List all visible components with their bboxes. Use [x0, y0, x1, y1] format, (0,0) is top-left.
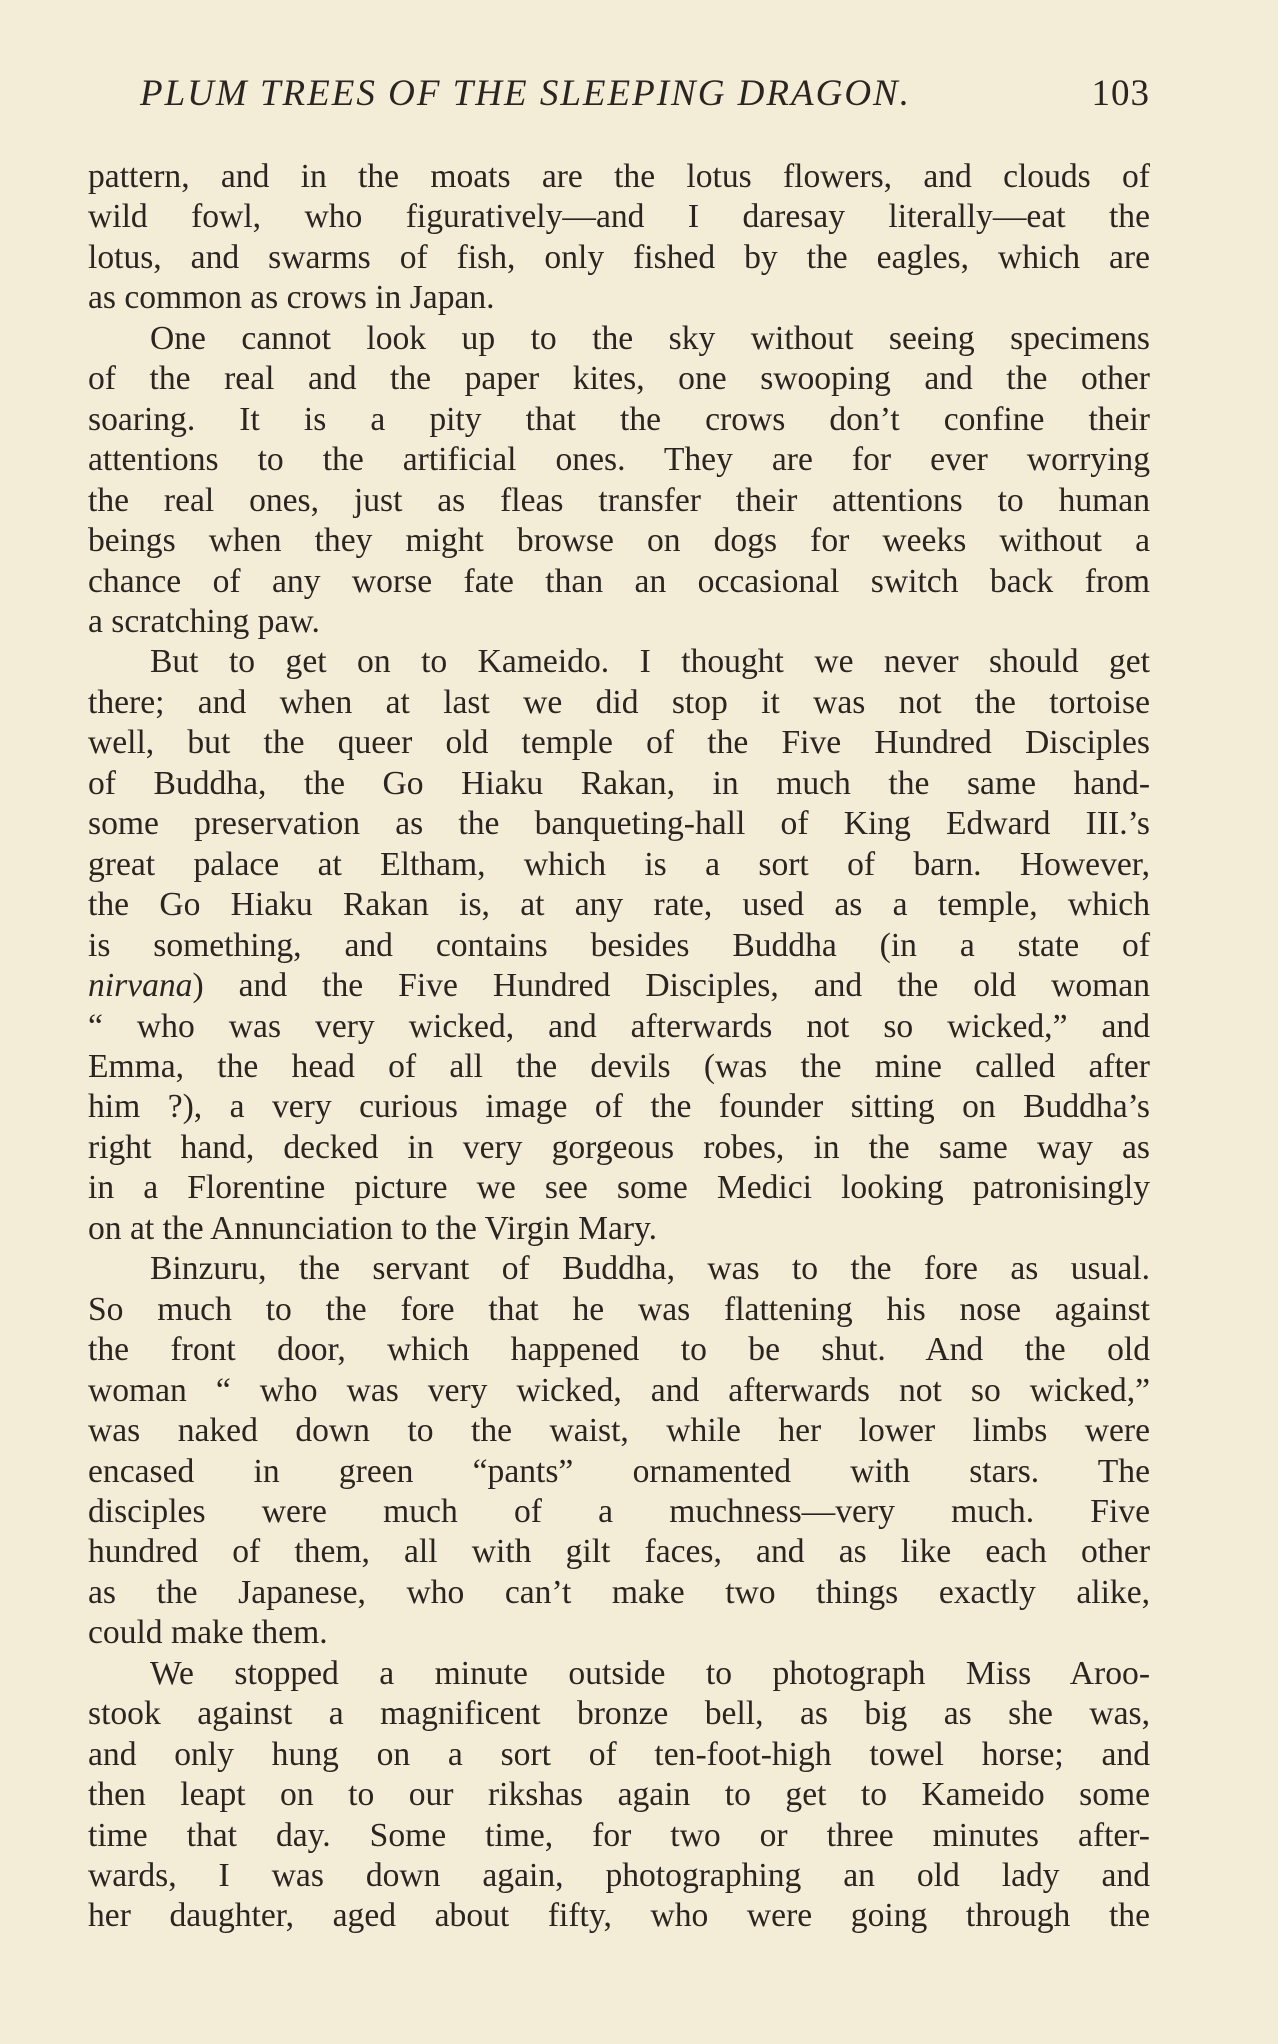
- text-line: pattern, and in the moats are the lotus flowers, and clouds of: [88, 158, 1150, 195]
- text-line: on at the Annunciation to the Virgin Mary.: [88, 1209, 658, 1247]
- running-title: PLUM TREES OF THE SLEEPING DRAGON.: [140, 73, 911, 114]
- text-line: is something, and contains besides Buddha (in a state of: [88, 926, 1150, 964]
- text-line: wards, I was down again, photographing an old lady and: [88, 1857, 1150, 1895]
- paragraph: [88, 1249, 1150, 1654]
- text-line: her daughter, aged about fifty, who were going through the: [88, 1897, 1150, 1935]
- text-line: great palace at Eltham, which is a sort of barn. However,: [88, 845, 1150, 883]
- text-line: could make them.: [88, 1614, 328, 1652]
- text-line: lotus, and swarms of fish, only fished by the eagles, which are: [88, 238, 1150, 276]
- text-line: the front door, which happened to be shut. And the old: [88, 1331, 1150, 1369]
- text-line: time that day. Some time, for two or three minutes after-: [88, 1816, 1150, 1854]
- text-line: as common as crows in Japan.: [88, 279, 495, 317]
- paragraph: [88, 319, 1150, 643]
- text-line: disciples were much of a muchness—very much. Five: [88, 1492, 1150, 1530]
- text-line: hundred of them, all with gilt faces, and as like each other: [88, 1533, 1150, 1571]
- text-line: then leapt on to our rikshas again to get to Kameido some: [88, 1776, 1150, 1814]
- text-line: beings when they might browse on dogs for weeks without a: [88, 522, 1150, 560]
- text-line: there; and when at last we did stop it was not the tortoise: [88, 683, 1150, 721]
- text-line: was naked down to the waist, while her lower limbs were: [88, 1412, 1150, 1450]
- text-line: Emma, the head of all the devils (was the mine called after: [88, 1047, 1150, 1085]
- text-line: some preservation as the banqueting-hall of King Edward III.’s: [88, 805, 1150, 843]
- text-line: But to get on to Kameido. I thought we never should get: [150, 643, 1150, 681]
- paragraph: [88, 157, 1150, 319]
- text-line: woman “ who was very wicked, and afterwards not so wicked,”: [88, 1371, 1150, 1409]
- text-line: Binzuru, the servant of Buddha, was to the fore as usual.: [150, 1250, 1150, 1288]
- text-line: in a Florentine picture we see some Medici looking patronisingly: [88, 1169, 1150, 1207]
- text-line: right hand, decked in very gorgeous robes, in the same way as: [88, 1128, 1150, 1166]
- text-line: soaring. It is a pity that the crows don’t confine their: [88, 400, 1150, 438]
- text-line: him ?), a very curious image of the founder sitting on Buddha’s: [88, 1088, 1150, 1126]
- text-line: as the Japanese, who can’t make two things exactly alike,: [88, 1573, 1150, 1611]
- text-line: wild fowl, who figuratively—and I daresay literally—eat the: [88, 198, 1150, 236]
- text-line: So much to the fore that he was flattening his nose against: [88, 1290, 1150, 1328]
- text-line: We stopped a minute outside to photograph Miss Aroo-: [150, 1654, 1150, 1692]
- text-line: and only hung on a sort of ten-foot-high towel horse; and: [88, 1735, 1150, 1773]
- page-number: 103: [1091, 73, 1150, 114]
- body-text: [88, 157, 1150, 1937]
- italic-word: nirvana: [88, 967, 193, 1005]
- text-line: nirvana) and the Five Hundred Disciples, and the old woman: [88, 967, 1150, 1005]
- paragraph: [88, 642, 1150, 1249]
- paragraph: [88, 1654, 1150, 1937]
- text-line: “ who was very wicked, and afterwards not so wicked,” and: [88, 1007, 1150, 1045]
- text-line: the real ones, just as fleas transfer their attentions to human: [88, 481, 1150, 519]
- text-line: chance of any worse fate than an occasional switch back from: [88, 562, 1150, 600]
- text-line: a scratching paw.: [88, 602, 320, 640]
- text-line: the Go Hiaku Rakan is, at any rate, used as a temple, which: [88, 886, 1150, 924]
- text-line: encased in green “pants” ornamented with stars. The: [88, 1452, 1150, 1490]
- text-line: attentions to the artificial ones. They are for ever worrying: [88, 441, 1150, 479]
- running-head: [140, 72, 1150, 132]
- text-line: One cannot look up to the sky without seeing specimens: [150, 319, 1150, 357]
- text-line: of the real and the paper kites, one swooping and the other: [88, 360, 1150, 398]
- text-line: of Buddha, the Go Hiaku Rakan, in much the same hand-: [88, 764, 1150, 802]
- text-line: stook against a magnificent bronze bell, as big as she was,: [88, 1695, 1150, 1733]
- text-line: well, but the queer old temple of the Five Hundred Disciples: [88, 724, 1150, 762]
